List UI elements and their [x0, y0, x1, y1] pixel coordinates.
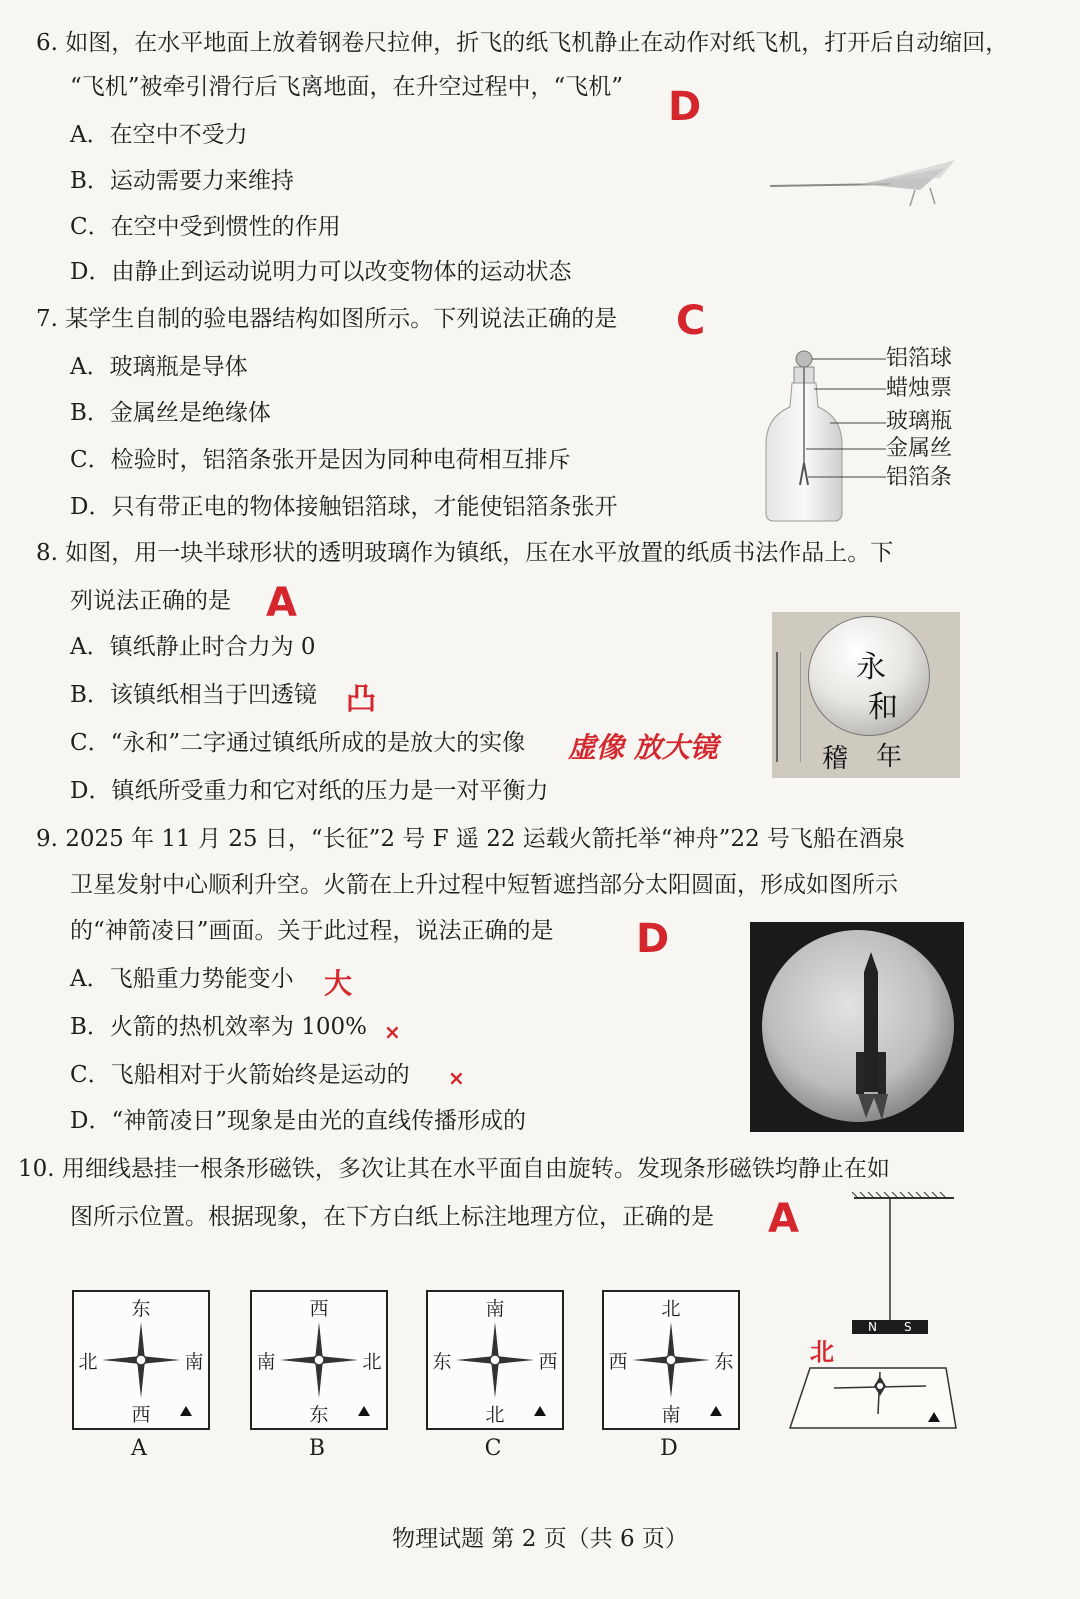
- q7-option-a: A．玻璃瓶是导体: [70, 354, 248, 380]
- compass-label-left: 东: [432, 1351, 452, 1373]
- q9-note-b: ×: [384, 1020, 401, 1044]
- compass-label-top: 南: [485, 1298, 505, 1320]
- compass-label-right: 南: [184, 1351, 204, 1373]
- photo-char-nian: 年: [876, 742, 903, 772]
- q9-stem-line3: 的“神箭凌日”画面。关于此过程，说法正确的是: [70, 918, 554, 944]
- q9-option-b: B．火箭的热机效率为 100%: [70, 1014, 367, 1040]
- q8-note-c: 虚像 放大镜: [568, 731, 718, 764]
- q6-stem-line2: “飞机”被牵引滑行后飞离地面，在升空过程中，“飞机”: [70, 74, 624, 100]
- compass-box-a: [72, 1290, 210, 1430]
- q7-option-c: C．检验时，铝箔条张开是因为同种电荷相互排斥: [70, 447, 571, 473]
- q7-handwritten-answer: C: [676, 298, 706, 344]
- electroscope-figure: [760, 345, 890, 525]
- paperweight-photo: [772, 612, 960, 778]
- q8-stem-line1: 8. 如图，用一块半球形状的透明玻璃作为镇纸，压在水平放置的纸质书法作品上。下: [36, 540, 894, 566]
- q9-stem-line2: 卫星发射中心顺利升空。火箭在上升过程中短暂遮挡部分太阳圆面，形成如图所示: [70, 872, 898, 898]
- compass-label-right: 西: [538, 1351, 558, 1373]
- photo-char-he: 和: [868, 690, 898, 725]
- q7-label-foil-ball: 铝箔球: [886, 346, 953, 371]
- q6-option-a: A．在空中不受力: [70, 122, 248, 148]
- photo-char-yong: 永: [856, 650, 886, 685]
- compass-label-left: 西: [608, 1351, 628, 1373]
- q6-stem-line1: 6. 如图，在水平地面上放着钢卷尺拉伸，折飞的纸飞机静止在动作对纸飞机，打开后自动缩回，: [36, 30, 1009, 56]
- q6-option-b: B．运动需要力来维持: [70, 168, 294, 194]
- compass-caption-b: B: [308, 1436, 326, 1461]
- compass-label-bottom: 北: [485, 1404, 505, 1426]
- q6-option-c: C．在空中受到惯性的作用: [70, 214, 341, 240]
- suspended-magnet-figure: [788, 1190, 960, 1435]
- compass-label-top: 西: [309, 1298, 329, 1320]
- q10-note-north: 北: [810, 1338, 834, 1366]
- compass-label-top: 东: [131, 1298, 151, 1320]
- q7-label-foil-strip: 铝箔条: [886, 465, 953, 490]
- compass-label-top: 北: [661, 1298, 681, 1320]
- q6-handwritten-answer: D: [668, 84, 702, 130]
- q9-handwritten-answer: D: [636, 916, 670, 962]
- q7-option-d: D．只有带正电的物体接触铝箔球，才能使铝箔条张开: [70, 494, 618, 520]
- q10-handwritten-answer: A: [768, 1196, 799, 1242]
- photo-char-ji: 稽: [822, 744, 849, 774]
- compass-caption-d: D: [660, 1436, 678, 1461]
- q8-option-d: D．镇纸所受重力和它对纸的压力是一对平衡力: [70, 778, 549, 804]
- page-footer: 物理试题 第 2 页（共 6 页）: [392, 1526, 688, 1552]
- q9-stem-line1: 9. 2025 年 11 月 25 日，“长征”2 号 F 遥 22 运载火箭托举“神舟”22 号飞船在酒泉: [36, 826, 905, 852]
- rocket-sun-photo: [750, 922, 964, 1132]
- q8-option-c: C．“永和”二字通过镇纸所成的是放大的实像: [70, 730, 526, 756]
- q9-option-d: D．“神箭凌日”现象是由光的直线传播形成的: [70, 1108, 526, 1134]
- compass-label-right: 北: [362, 1351, 382, 1373]
- compass-caption-c: C: [484, 1436, 502, 1461]
- q7-option-b: B．金属丝是绝缘体: [70, 400, 271, 426]
- q7-label-glass-bottle: 玻璃瓶: [886, 409, 953, 434]
- q8-option-a: A．镇纸静止时合力为 0: [70, 634, 316, 660]
- magnet-n-pole: N: [868, 1320, 877, 1334]
- compass-label-left: 南: [256, 1351, 276, 1373]
- q9-note-a: 大: [324, 967, 353, 1000]
- q8-note-b: 凸: [346, 682, 376, 717]
- q10-stem-line1: 10. 用细线悬挂一根条形磁铁，多次让其在水平面自由旋转。发现条形磁铁均静止在如: [18, 1156, 890, 1182]
- compass-box-d: [602, 1290, 740, 1430]
- q8-option-b: B．该镇纸相当于凹透镜: [70, 682, 317, 708]
- q8-handwritten-answer: A: [266, 580, 297, 626]
- q6-option-d: D．由静止到运动说明力可以改变物体的运动状态: [70, 259, 572, 285]
- q7-label-metal-wire: 金属丝: [886, 436, 953, 461]
- q8-stem-line2: 列说法正确的是: [70, 588, 231, 614]
- compass-label-right: 东: [714, 1351, 734, 1373]
- compass-box-c: [426, 1290, 564, 1430]
- compass-label-bottom: 西: [131, 1404, 151, 1426]
- q10-stem-line2: 图所示位置。根据现象，在下方白纸上标注地理方位，正确的是: [70, 1204, 714, 1230]
- compass-box-b: [250, 1290, 388, 1430]
- q9-option-a: A．飞船重力势能变小: [70, 966, 294, 992]
- paper-plane-figure: [770, 150, 960, 210]
- compass-label-bottom: 东: [309, 1404, 329, 1426]
- q7-label-wax: 蜡烛票: [886, 376, 953, 401]
- q9-note-c: ×: [448, 1066, 465, 1090]
- compass-caption-a: A: [131, 1436, 147, 1461]
- magnet-s-pole: S: [904, 1320, 912, 1334]
- q9-option-c: C．飞船相对于火箭始终是运动的: [70, 1062, 410, 1088]
- compass-label-bottom: 南: [661, 1404, 681, 1426]
- compass-label-left: 北: [78, 1351, 98, 1373]
- q7-stem: 7. 某学生自制的验电器结构如图所示。下列说法正确的是: [36, 306, 618, 332]
